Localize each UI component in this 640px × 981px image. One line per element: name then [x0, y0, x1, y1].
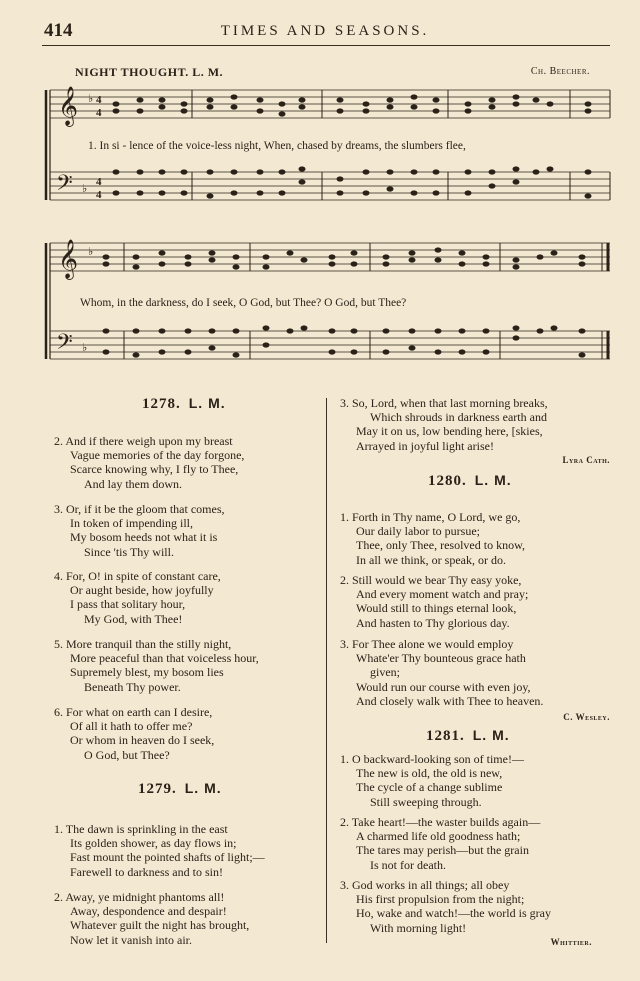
svg-text:♭: ♭ — [88, 246, 94, 258]
verse-line: 1. The dawn is sprinkling in the east — [54, 822, 228, 836]
verse-line: Of all it hath to offer me? — [70, 719, 193, 734]
verse-line: The new is old, the old is new, — [356, 766, 503, 781]
verse-line: 2. Still would we bear Thy easy yoke, — [340, 573, 522, 587]
verse-line: 2. Take heart!—the waster builds again— — [340, 815, 541, 829]
hymn-1281-verse-2 — [340, 815, 540, 872]
hymn-1278-verse-6 — [54, 705, 214, 762]
verse-line: 3. So, Lord, when that last morning breaks, — [340, 396, 548, 410]
verse-line: His first propulsion from the night; — [356, 892, 525, 907]
verse-line: With morning light! — [370, 920, 467, 935]
hymn-1280-verse-1 — [340, 510, 525, 567]
svg-text:♭: ♭ — [82, 183, 88, 195]
page-number: 414 — [44, 20, 73, 41]
hymn-number: 1280. — [428, 473, 467, 489]
svg-text:𝄢: 𝄢 — [56, 330, 73, 360]
verse-line: 3. God works in all things; all obey — [340, 878, 510, 892]
music-system-2 — [40, 233, 615, 373]
verse-line: And closely walk with Thee to heaven. — [356, 693, 544, 708]
hymn-1279-verse-1 — [54, 822, 265, 879]
running-head — [40, 20, 610, 44]
svg-text:4: 4 — [96, 107, 102, 119]
verse-line: And hasten to Thy glorious day. — [356, 615, 510, 630]
verse-line: A charmed life old goodness hath; — [356, 829, 521, 844]
verse-line: Thee, only Thee, resolved to know, — [356, 538, 525, 553]
verse-line: Since 'tis Thy will. — [84, 544, 174, 559]
verse-line: Away, despondence and despair! — [70, 904, 227, 919]
verse-line: 5. More tranquil than the stilly night, — [54, 637, 232, 651]
verse-line: More peaceful than that voiceless hour, — [70, 651, 259, 666]
hymn-1279-attribution: Lyra Cath. — [562, 455, 610, 465]
verse-line: Its golden shower, as day flows in; — [70, 836, 237, 851]
verse-line: Still sweeping through. — [370, 794, 482, 809]
hymn-meter: L. M. — [184, 780, 222, 796]
hymn-1281-heading — [426, 727, 510, 745]
lyric-line-1: 1. In si - lence of the voice-less night, When, chased by dreams, the slumbers flee, — [88, 140, 466, 152]
verse-line: 4. For, O! in spite of constant care, — [54, 569, 221, 583]
verse-line: Fast mount the pointed shafts of light;— — [70, 850, 265, 865]
hymn-1280-heading — [428, 472, 512, 490]
hymn-1281-attribution: Whittier. — [550, 937, 592, 947]
hymn-meter: L. M. — [474, 472, 512, 488]
hymn-meter: L. M. — [472, 727, 510, 743]
music-system-1 — [40, 82, 615, 217]
verse-line: In all we think, or speak, or do. — [356, 552, 506, 567]
hymn-1280-verse-3 — [340, 637, 543, 708]
verse-line: May it on us, low bending here, [skies, — [356, 424, 543, 439]
verse-line: 6. For what on earth can I desire, — [54, 705, 213, 719]
verse-line: Whate'er Thy bounteous grace hath — [356, 651, 526, 666]
bass-staff — [50, 166, 610, 201]
verse-line: Supremely blest, my bosom lies — [70, 665, 224, 680]
header-rule — [42, 45, 610, 46]
svg-text:4: 4 — [96, 176, 102, 188]
treble-staff — [50, 239, 610, 280]
verse-line: Or aught beside, how joyfully — [70, 583, 214, 598]
verse-line: The tares may perish—but the grain — [356, 843, 529, 858]
verse-line: given; — [370, 665, 400, 680]
composer-name: Ch. Beecher. — [530, 66, 590, 77]
hymn-number: 1281. — [426, 728, 465, 744]
verse-line: 3. For Thee alone we would employ — [340, 637, 514, 651]
verse-line: Ho, wake and watch!—the world is gray — [356, 906, 551, 921]
svg-text:♭: ♭ — [88, 93, 94, 105]
verse-line: 2. And if there weigh upon my breast — [54, 434, 233, 448]
svg-text:4: 4 — [96, 189, 102, 201]
lyric-line-2: Whom, in the darkness, do I seek, O God, but Thee? O God, but Thee? — [80, 297, 407, 309]
verse-line: 2. Away, ye midnight phantoms all! — [54, 890, 225, 904]
verse-line: My God, with Thee! — [84, 611, 183, 626]
verse-line: And lay them down. — [84, 476, 182, 491]
hymn-1280-attribution: C. Wesley. — [563, 712, 610, 722]
hymn-1279-verse-2 — [54, 890, 249, 947]
hymn-1279-heading — [138, 780, 222, 798]
column-divider — [326, 398, 327, 943]
svg-text:♭: ♭ — [82, 342, 88, 354]
verse-line: Would still to things eternal look, — [356, 601, 517, 616]
hymn-number: 1278. — [142, 396, 181, 412]
verse-line: Farewell to darkness and to sin! — [70, 864, 223, 879]
verse-line: Would run our course with even joy, — [356, 679, 531, 694]
svg-text:𝄞: 𝄞 — [58, 86, 79, 126]
svg-text:4: 4 — [96, 94, 102, 106]
hymn-1278-verse-5 — [54, 637, 259, 694]
verse-line: In token of impending ill, — [70, 516, 193, 531]
verse-line: Beneath Thy power. — [84, 679, 181, 694]
verse-line: The cycle of a change sublime — [356, 780, 503, 795]
verse-line: Is not for death. — [370, 857, 446, 872]
hymn-1280-verse-2 — [340, 573, 528, 630]
book-title: TIMES AND SEASONS. — [220, 23, 430, 39]
hymn-meter: L. M. — [188, 395, 226, 411]
verse-line: My bosom heeds not what it is — [70, 530, 218, 545]
hymn-1278-verse-2 — [54, 434, 244, 491]
verse-line: Now let it vanish into air. — [70, 932, 192, 947]
verse-line: 1. O backward-looking son of time!— — [340, 752, 524, 766]
verse-line: O God, but Thee? — [84, 747, 170, 762]
treble-staff — [50, 86, 610, 127]
hymn-1279-verse-3 — [340, 396, 548, 453]
hymn-number: 1279. — [138, 781, 177, 797]
verse-line: 3. Or, if it be the gloom that comes, — [54, 502, 225, 516]
hymn-1278-verse-4 — [54, 569, 221, 626]
svg-text:𝄢: 𝄢 — [56, 171, 73, 201]
verse-line: Whatever guilt the night has brought, — [70, 918, 250, 933]
verse-line: Which shrouds in darkness earth and — [370, 410, 547, 425]
hymn-1281-verse-1 — [340, 752, 524, 809]
svg-text:𝄞: 𝄞 — [58, 239, 79, 279]
verse-line: Our daily labor to pursue; — [356, 524, 480, 539]
bass-staff — [50, 325, 610, 360]
hymn-1281-verse-3 — [340, 878, 551, 935]
verse-line: Arrayed in joyful light arise! — [356, 438, 494, 453]
verse-line: I pass that solitary hour, — [70, 597, 186, 612]
tune-title: NIGHT THOUGHT. L. M. — [75, 65, 224, 79]
hymn-1278-verse-3 — [54, 502, 224, 559]
verse-line: Vague memories of the day forgone, — [70, 448, 245, 463]
verse-line: And every moment watch and pray; — [356, 587, 529, 602]
verse-line: 1. Forth in Thy name, O Lord, we go, — [340, 510, 521, 524]
verse-line: Scarce knowing why, I fly to Thee, — [70, 462, 239, 477]
hymn-1278-heading — [142, 395, 226, 413]
verse-line: Or whom in heaven do I seek, — [70, 733, 215, 748]
